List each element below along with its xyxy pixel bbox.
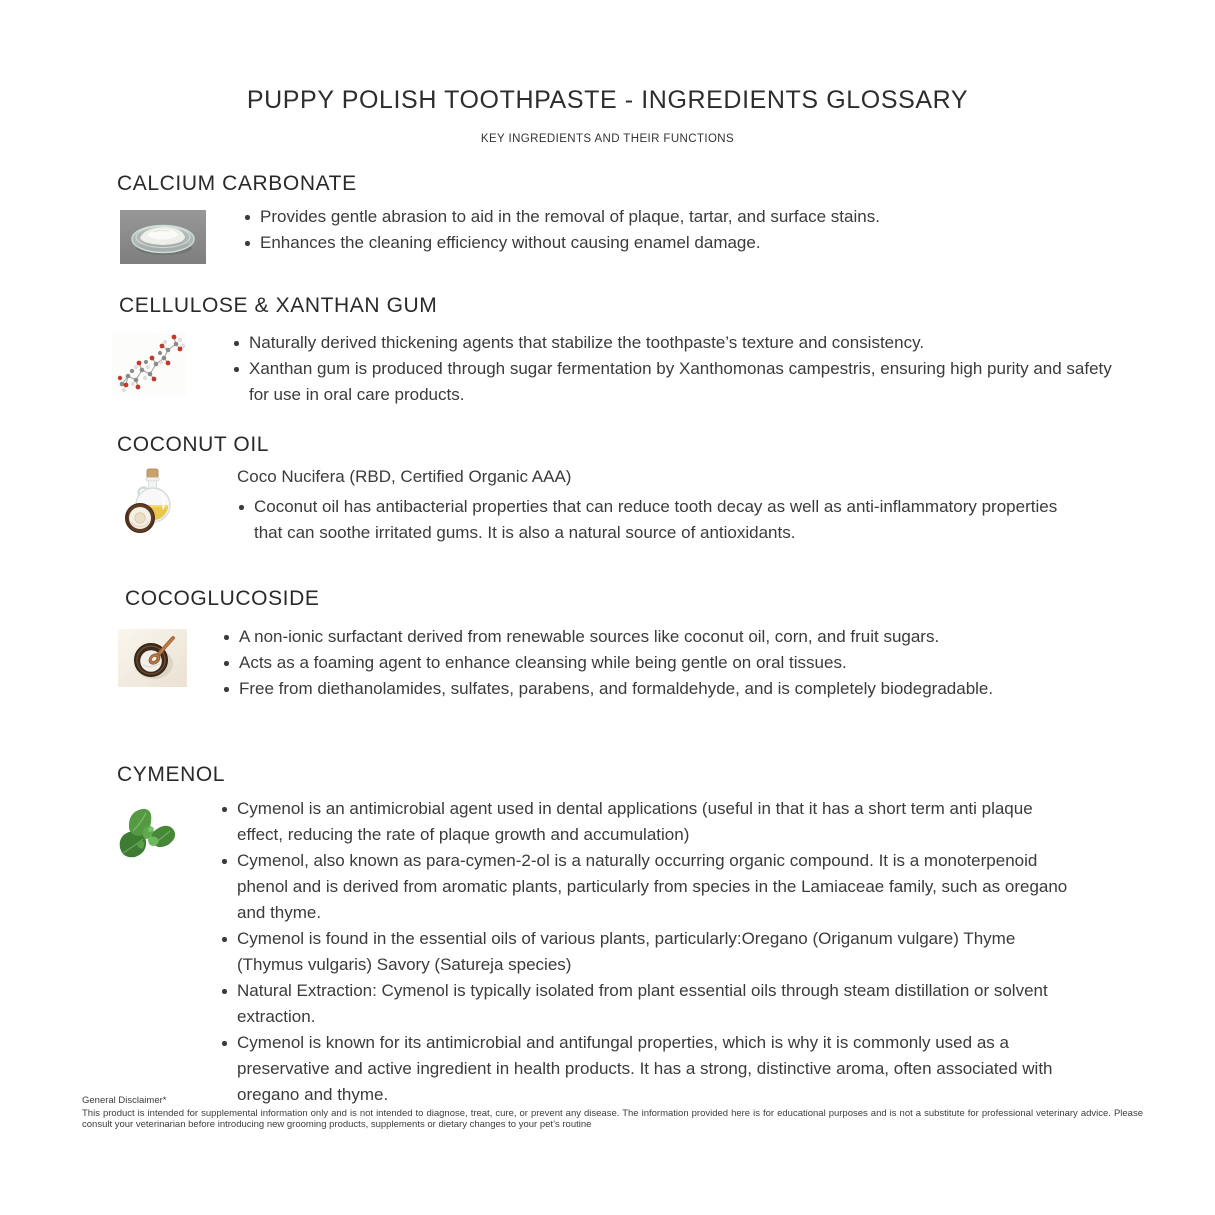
bullet-list: [222, 624, 1040, 702]
section-heading: CELLULOSE & XANTHAN GUM: [119, 294, 438, 317]
disclaimer-title: General Disclaimer*: [82, 1095, 167, 1106]
section-body: [117, 204, 1145, 264]
mint-leaves-image: [115, 801, 181, 865]
bullet-item: A non-ionic surfactant derived from renewable sources like coconut oil, corn, and fruit sugars.: [222, 624, 1040, 650]
disclaimer: [82, 1095, 1143, 1131]
bullet-list: [232, 330, 1120, 408]
coconut-oil-bottle-image: [120, 464, 186, 540]
molecule-photo: [112, 332, 186, 396]
section-heading: COCONUT OIL: [117, 433, 270, 456]
bullet-item: Coconut oil has antibacterial properties that can reduce tooth decay as well as anti-inflammatory properties that can soothe irritated gums. It is also a natural source of antioxidants.: [237, 494, 1075, 546]
powder-bowl-spoon-image: [118, 629, 187, 687]
bullet-item: Naturally derived thickening agents that stabilize the toothpaste’s texture and consistency.: [232, 330, 1120, 356]
section-text: [220, 796, 1070, 1108]
powder-bowl-photo: [118, 629, 187, 687]
bullet-list: [237, 494, 1075, 546]
page-subtitle: KEY INGREDIENTS AND THEIR FUNCTIONS: [480, 133, 735, 145]
bullet-item: Cymenol is known for its antimicrobial and antifungal properties, which is why it is commonly used as a preservative and active ingredient in health products. It has a strong, distinctive aroma, often associated with oregano and thyme.: [220, 1030, 1070, 1108]
section-body: [117, 624, 1145, 732]
bullet-list: [243, 204, 1033, 256]
section-body: [117, 464, 1145, 552]
bullet-item: Provides gentle abrasion to aid in the removal of plaque, tartar, and surface stains.: [243, 204, 1033, 230]
bullet-item: Cymenol is an antimicrobial agent used in dental applications (useful in that it has a short term anti plaque effect, reducing the rate of plaque growth and accumulation): [220, 796, 1070, 848]
ingredient-section: [117, 587, 1145, 732]
section-heading: CYMENOL: [117, 763, 226, 786]
ingredient-sections: [117, 172, 1145, 1108]
coconut-oil-bottle-photo: [120, 464, 186, 540]
bullet-item: Acts as a foaming agent to enhance cleansing while being gentle on oral tissues.: [222, 650, 1040, 676]
bullet-list: [220, 796, 1070, 1108]
mint-leaves-photo: [115, 801, 181, 865]
section-heading: CALCIUM CARBONATE: [117, 172, 357, 195]
ingredient-section: [117, 294, 1145, 408]
bullet-item: Xanthan gum is produced through sugar fermentation by Xanthomonas campestris, ensuring high purity and safety for use in oral care products.: [232, 356, 1120, 408]
section-body: [117, 330, 1145, 408]
ingredient-source-line: Coco Nucifera (RBD, Certified Organic AAA): [237, 467, 572, 486]
calcium-carbonate-powder-dish-image: [120, 210, 206, 264]
ingredient-section: [117, 433, 1145, 552]
molecular-structure-image: [112, 332, 186, 396]
bullet-item: Cymenol is found in the essential oils of various plants, particularly:Oregano (Origanum vulgare) Thyme (Thymus vulgaris) Savory (Satureja species): [220, 926, 1070, 978]
section-text: [243, 204, 1033, 256]
bullet-item: Enhances the cleaning efficiency without causing enamel damage.: [243, 230, 1033, 256]
page-title: PUPPY POLISH TOOTHPASTE - INGREDIENTS GLOSSARY: [246, 86, 969, 114]
bullet-item: Cymenol, also known as para-cymen-2-ol is a naturally occurring organic compound. It is a monoterpenoid phenol and is derived from aromatic plants, particularly from species in the Lamiaceae family, such as oregano and thyme.: [220, 848, 1070, 926]
section-text: [237, 464, 1075, 546]
document-header: [0, 0, 1215, 145]
bullet-item: Free from diethanolamides, sulfates, parabens, and formaldehyde, and is completely biodegradable.: [222, 676, 1040, 702]
section-heading: COCOGLUCOSIDE: [125, 587, 320, 610]
calcium-carbonate-photo: [120, 210, 206, 264]
disclaimer-body: This product is intended for supplemental information only and is not intended to diagnose, treat, cure, or prevent any disease. The information provided here is for educational purposes and is not a substitute for professional veterinary advice. Please consult your veterinarian before introducing new grooming products, supplements or dietary changes to your pet’s routine: [82, 1107, 1143, 1130]
section-text: [232, 330, 1120, 408]
bullet-item: Natural Extraction: Cymenol is typically isolated from plant essential oils through steam distillation or solvent extraction.: [220, 978, 1070, 1030]
section-text: [222, 624, 1040, 702]
ingredient-section: [117, 172, 1145, 264]
ingredient-section: [117, 763, 1145, 1108]
section-body: [117, 796, 1145, 1108]
